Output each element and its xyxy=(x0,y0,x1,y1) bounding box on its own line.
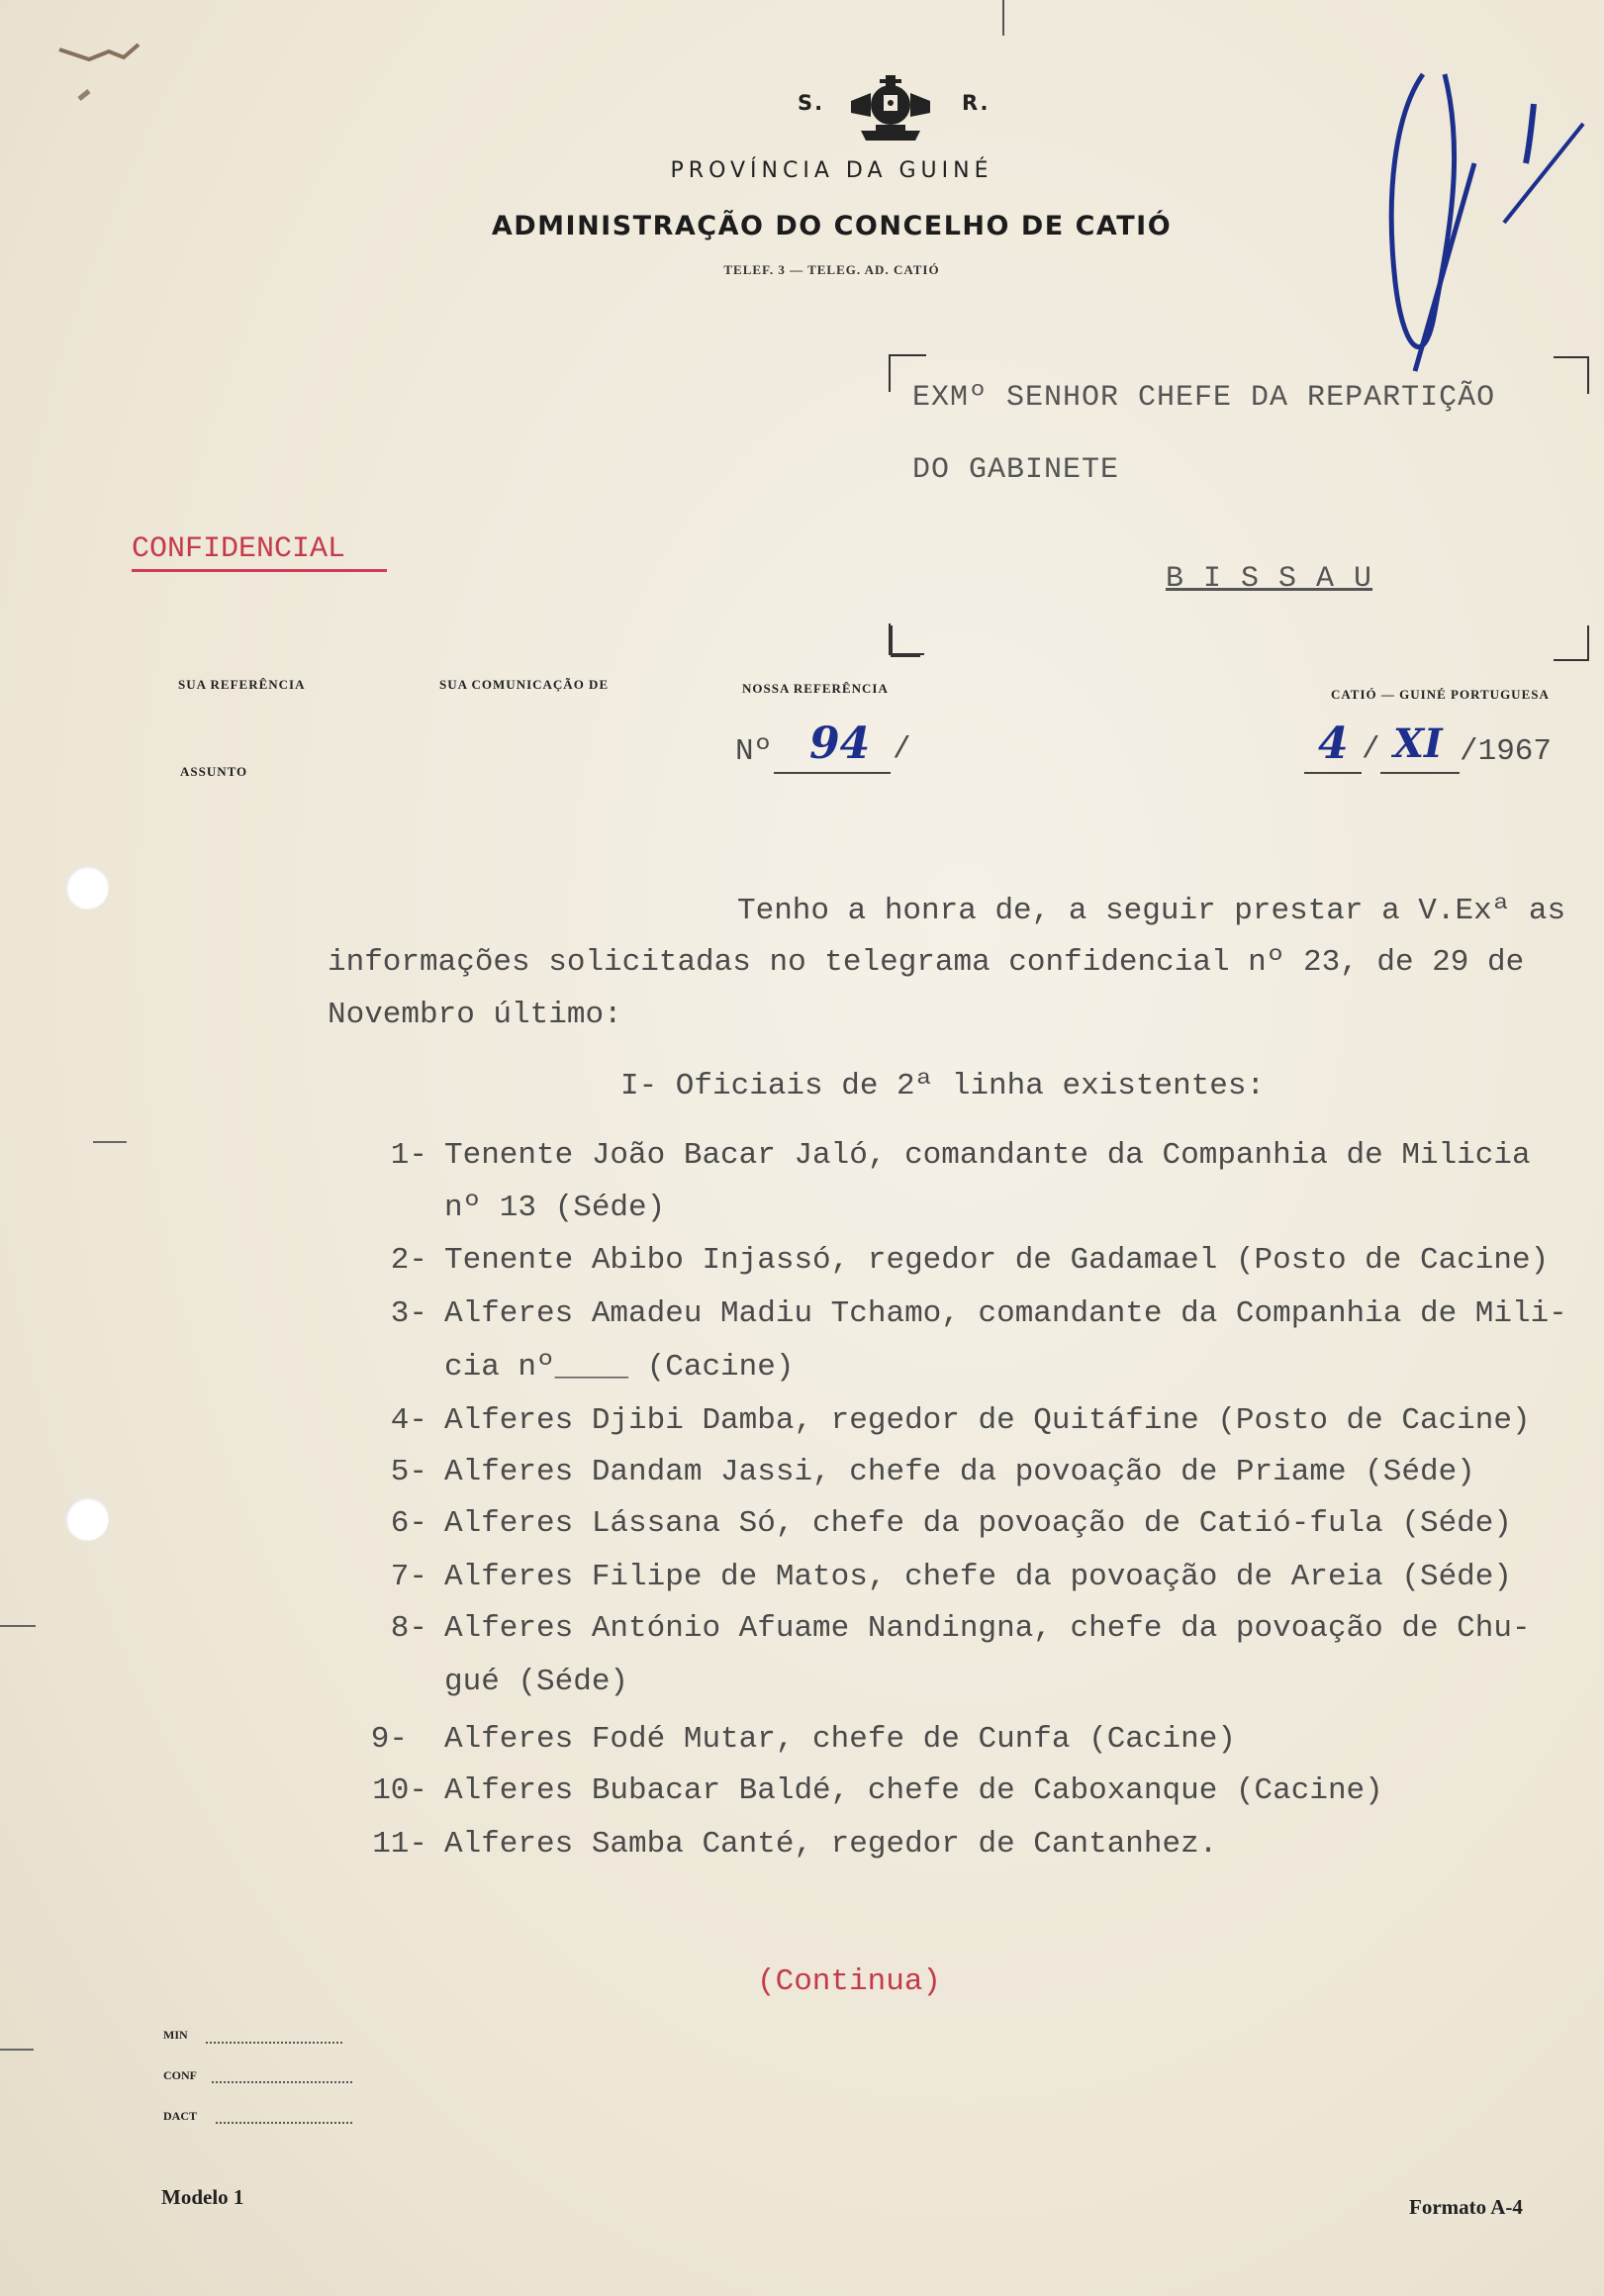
handwritten-initials xyxy=(1356,54,1593,391)
footer-min-label: MIN xyxy=(163,2028,188,2042)
date-year: /1967 xyxy=(1460,734,1553,769)
intro-line-1: Tenho a honra de, a seguir prestar a V.Exª as xyxy=(737,894,1566,928)
label-place: CATIÓ — GUINÉ PORTUGUESA xyxy=(1331,687,1550,702)
address-bracket-tr xyxy=(1554,356,1589,394)
intro-line-3: Novembro último: xyxy=(328,998,622,1032)
item-number: 8- xyxy=(390,1611,427,1646)
intro-line-2: informações solicitadas no telegrama confidencial nº 23, de 29 de xyxy=(328,945,1525,980)
item-number: 2- xyxy=(390,1243,427,1278)
margin-mark xyxy=(0,1625,36,1627)
header-r-label: R. xyxy=(962,91,991,115)
label-nossa-referencia: NOSSA REFERÊNCIA xyxy=(742,681,889,696)
item-text: Alferes Lássana Só, chefe da povoação de Catió-fula (Séde) xyxy=(444,1506,1512,1541)
reference-number-prefix: Nº xyxy=(735,734,773,769)
item-text: Alferes Filipe de Matos, chefe da povoação de Areia (Séde) xyxy=(444,1560,1512,1594)
confidential-underline xyxy=(132,569,387,572)
punch-hole-top xyxy=(65,866,109,909)
item-text: nº 13 (Séde) xyxy=(444,1191,666,1225)
item-text: Alferes Amadeu Madiu Tchamo, comandante da Companhia de Mili- xyxy=(444,1296,1567,1331)
addressee-line2: DO GABINETE xyxy=(912,453,1120,487)
top-fold-mark xyxy=(1002,0,1004,36)
item-number: 1- xyxy=(390,1138,427,1173)
date-day: 4 xyxy=(1318,718,1349,769)
label-assunto: ASSUNTO xyxy=(180,764,248,779)
punch-hole-bottom xyxy=(65,1497,109,1541)
item-number: 11- xyxy=(372,1827,427,1862)
continua-note: (Continua) xyxy=(757,1964,942,1999)
reference-number-underline xyxy=(774,772,891,774)
margin-mark xyxy=(93,1141,127,1143)
footer-conf-label: CONF xyxy=(163,2068,197,2082)
item-text: Tenente Abibo Injassó, regedor de Gadamael (Posto de Cacine) xyxy=(444,1243,1550,1278)
date-month-underline xyxy=(1380,772,1460,774)
administration-heading: ADMINISTRAÇÃO DO CONCELHO DE CATIÓ xyxy=(491,211,1173,241)
item-number: 5- xyxy=(390,1455,427,1489)
date-separator: / xyxy=(1362,732,1380,767)
telephone-line: TELEF. 3 — TELEG. AD. CATIÓ xyxy=(723,262,940,277)
reference-number: 94 xyxy=(809,718,871,769)
footer-formato: Formato A-4 xyxy=(1409,2195,1523,2219)
item-text: Tenente João Bacar Jaló, comandante da Companhia de Milicia xyxy=(444,1138,1531,1173)
province-heading: PROVÍNCIA DA GUINÉ xyxy=(670,158,993,183)
footer-conf-line xyxy=(212,2081,352,2083)
label-sua-comunicacao: SUA COMUNICAÇÃO DE xyxy=(439,677,610,692)
item-text: Alferes Samba Canté, regedor de Cantanhez. xyxy=(444,1827,1218,1862)
center-bracket-mark xyxy=(891,625,920,657)
addressee-line1: EXMº SENHOR CHEFE DA REPARTIÇÃO xyxy=(912,381,1496,415)
footer-min-line xyxy=(206,2042,342,2044)
addressee-city: B I S S A U xyxy=(1166,562,1373,596)
margin-mark xyxy=(0,2049,34,2051)
item-text: Alferes Djibi Damba, regedor de Quitáfine (Posto de Cacine) xyxy=(444,1403,1531,1438)
footer-dact-label: DACT xyxy=(163,2109,198,2123)
item-number: 4- xyxy=(390,1403,427,1438)
item-text: gué (Séde) xyxy=(444,1665,629,1699)
item-text: cia nº____ (Cacine) xyxy=(444,1350,795,1385)
address-bracket-br xyxy=(1554,625,1589,661)
confidential-stamp: CONFIDENCIAL xyxy=(132,532,346,566)
item-number: 6- xyxy=(390,1506,427,1541)
label-sua-referencia: SUA REFERÊNCIA xyxy=(178,677,306,692)
footer-modelo: Modelo 1 xyxy=(161,2185,244,2209)
date-day-underline xyxy=(1304,772,1362,774)
coat-of-arms-icon xyxy=(846,71,935,148)
item-number: 7- xyxy=(390,1560,427,1594)
header-s-label: S. xyxy=(798,91,825,115)
item-text: Alferes Bubacar Baldé, chefe de Caboxanque (Cacine) xyxy=(444,1773,1383,1808)
date-month: XI xyxy=(1393,720,1443,767)
item-text: Alferes António Afuame Nandingna, chefe da povoação de Chu- xyxy=(444,1611,1531,1646)
stain-marks xyxy=(49,30,158,119)
section-title: I- Oficiais de 2ª linha existentes: xyxy=(620,1069,1266,1103)
item-number: 9- xyxy=(370,1722,408,1757)
item-text: Alferes Dandam Jassi, chefe da povoação de Priame (Séde) xyxy=(444,1455,1475,1489)
item-number: 3- xyxy=(390,1296,427,1331)
footer-dact-line xyxy=(216,2122,352,2124)
item-number: 10- xyxy=(372,1773,427,1808)
item-text: Alferes Fodé Mutar, chefe de Cunfa (Cacine) xyxy=(444,1722,1236,1757)
reference-number-slash: / xyxy=(893,732,911,767)
